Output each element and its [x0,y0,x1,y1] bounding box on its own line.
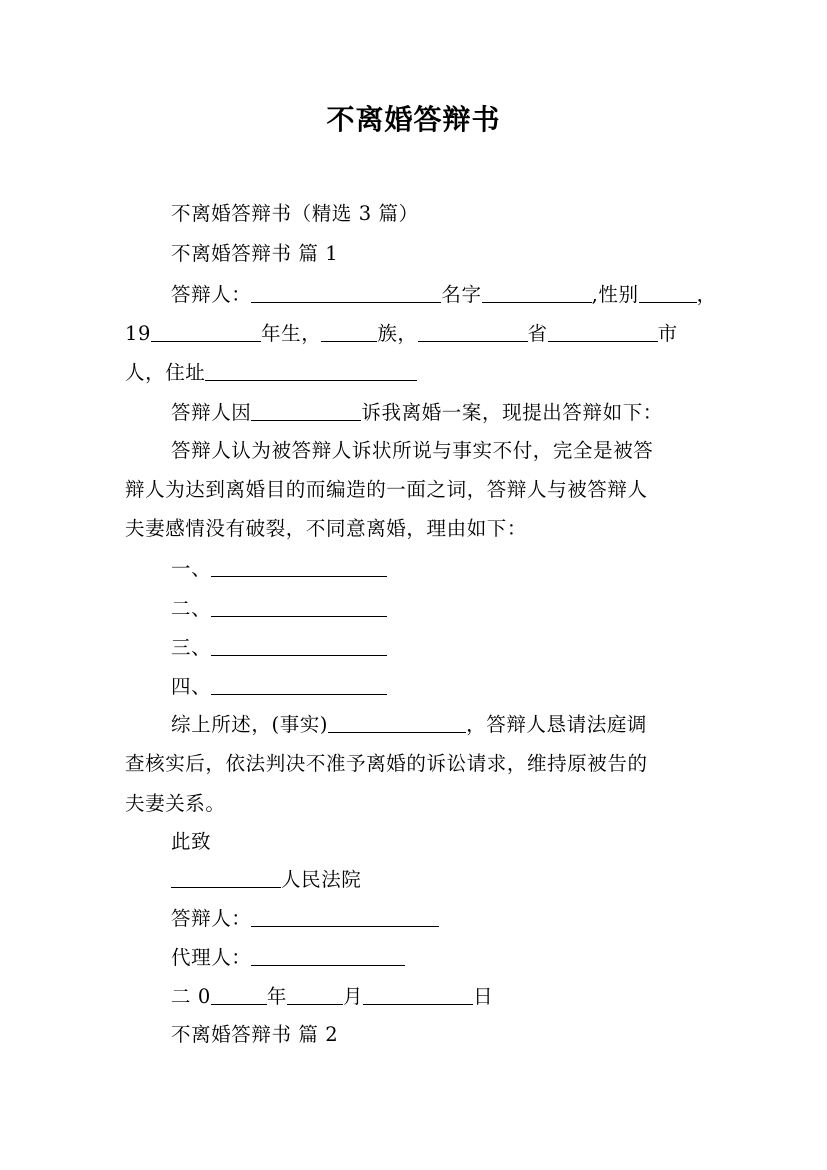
summary-line [171,709,761,737]
case-line [171,397,761,425]
city-blank [548,323,658,342]
gender-label: ,性别 [591,283,639,306]
because-prefix: 答辩人因 [171,401,252,424]
document-title: 不离婚答辩书 [326,103,501,136]
name-label: 名字 [441,283,482,306]
address-label: 人，住址 [125,361,206,384]
court-blank [171,869,281,888]
item-number: 一、 [171,557,212,580]
agent-sign-label: 代理人： [171,946,252,969]
reason-blank [211,558,387,577]
ethnic-blank [321,323,377,342]
year-label: 年 [266,985,288,1008]
day-blank [363,986,473,1005]
respondent-blank [251,284,441,303]
agent-sign-blank [251,947,405,966]
court-label: 人民法院 [281,868,362,891]
reason-blank [211,676,387,695]
birth-year-blank [151,323,261,342]
reason-blank [211,598,387,617]
section-heading-2: 不离婚答辩书 篇 2 [171,1023,339,1046]
address-blank [205,362,417,381]
court-line [171,864,761,892]
paragraph-line: 夫妻感情没有破裂，不同意离婚，理由如下： [125,517,528,540]
birth-suffix: 年生， [261,322,322,345]
month-blank [287,986,343,1005]
respondent-signature [171,903,761,931]
summary-suffix: ，答辩人恳请法庭调 [466,713,648,736]
birth-line [125,318,715,346]
item-number: 二、 [171,597,212,620]
agent-signature [171,942,761,970]
paragraph-line: 查核实后，依法判决不准予离婚的诉讼请求，维持原被告的 [125,752,648,775]
province-label: 省 [527,322,548,345]
birth-prefix: 19 [125,322,152,345]
address-line [125,357,715,385]
item-number: 三、 [171,636,212,659]
respondent-label: 答辩人： [171,283,252,306]
item-number: 四、 [171,675,212,698]
month-label: 月 [343,985,364,1008]
province-blank [418,323,528,342]
date-line [171,981,761,1009]
section-heading-1: 不离婚答辩书 篇 1 [171,242,339,265]
day-label: 日 [473,985,494,1008]
paragraph-line: 辩人为达到离婚目的而编造的一面之词，答辩人与被答辩人 [125,478,648,501]
respondent-sign-blank [251,908,439,927]
plaintiff-blank [251,402,361,421]
paragraph-line: 夫妻关系。 [125,792,226,815]
facts-blank [328,714,466,733]
comma: ， [696,283,717,306]
name-blank [482,284,592,303]
reason-item-4 [171,671,761,699]
paragraph-line: 答辩人认为被答辩人诉状所说与事实不付，完全是被答 [171,439,654,462]
respondent-info-line [171,279,761,307]
ethnic-suffix: 族， [377,322,418,345]
year-blank [211,986,267,1005]
summary-prefix: 综上所述，(事实) [171,713,329,736]
reason-blank [211,637,387,656]
gender-blank [639,284,697,303]
respondent-sign-label: 答辩人： [171,907,252,930]
because-suffix: 诉我离婚一案，现提出答辩如下： [361,401,663,424]
reason-item-3 [171,632,761,660]
reason-item-1 [171,553,761,581]
salutation: 此致 [171,830,212,853]
reason-item-2 [171,593,761,621]
date-prefix: 二 0 [171,985,211,1008]
subtitle: 不离婚答辩书（精选 3 篇） [171,202,419,225]
city-label: 市 [657,322,678,345]
